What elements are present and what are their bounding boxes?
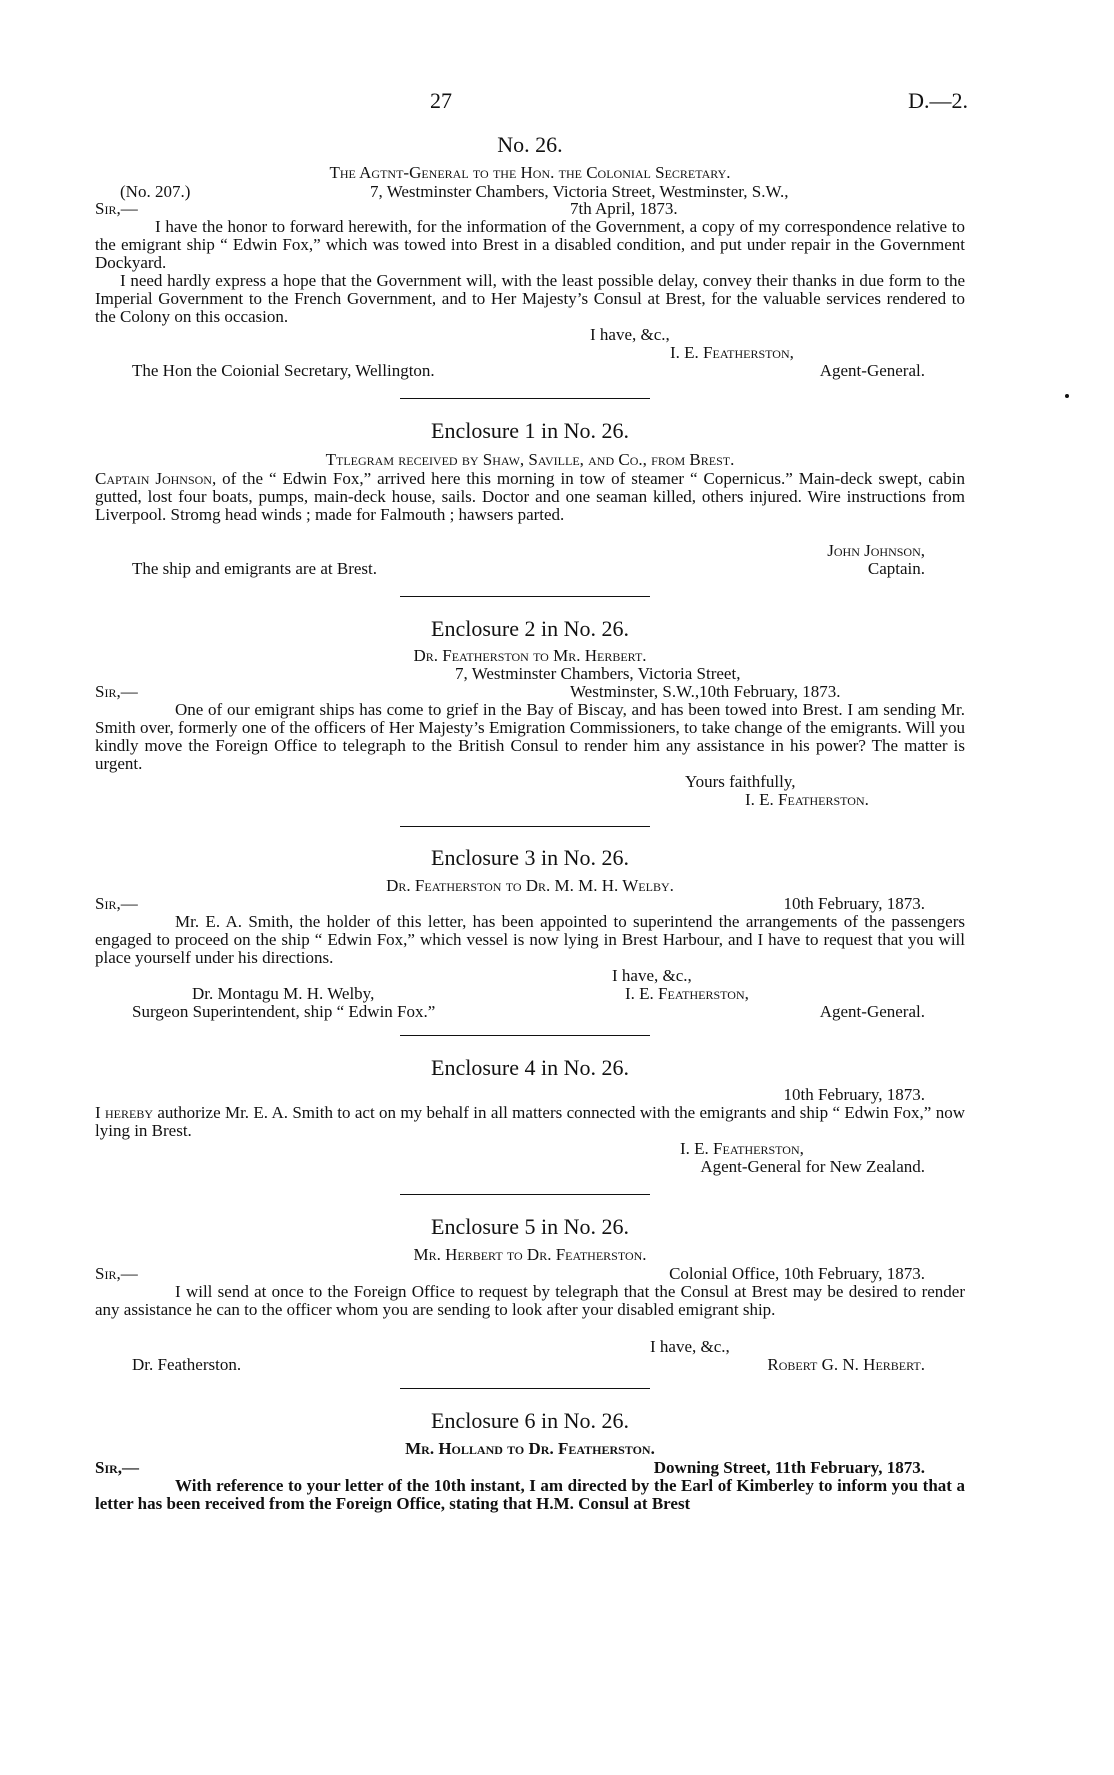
series-reference: D.—2. [908,88,968,113]
signature: I. E. Featherston. [745,790,869,809]
signature: John Johnson, [827,541,925,560]
routing-line: The Agtnt-General to the Hon. the Colonial Secretary. [329,163,731,182]
telegram-text [95,470,965,524]
page-number: 27 [430,88,452,113]
enclosure-title: Enclosure 6 in No. 26. [431,1408,629,1433]
letter-paragraph: Mr. E. A. Smith, the holder of this letter, has been appointed to superintend the arrangements of the passengers engaged to proceed on the ship “ Edwin Fox,” which vessel is now lying in Brest Harbour, and I have to request that you will place yourself under his directions. [95,912,965,967]
addressee: The Hon the Coionial Secretary, Wellington. [132,361,435,380]
salutation: Sir,— [95,199,138,218]
authorization-body: authorize Mr. E. A. Smith to act on my behalf in all matters connected with the emigrants and ship “ Edwin Fox,” now lying in Brest. [95,1103,965,1140]
enclosure-title: Enclosure 3 in No. 26. [431,845,629,870]
closing: I have, &c., [650,1337,730,1356]
routing-line: Ttlegram received by Shaw, Saville, and Co., from Brest. [325,450,735,469]
margin-mark [1065,394,1069,398]
letter-date: Colonial Office, 10th February, 1873. [669,1264,925,1283]
addressee: Surgeon Superintendent, ship “ Edwin Fox.” [132,1002,436,1021]
enclosure-title: Enclosure 5 in No. 26. [431,1214,629,1239]
signature: I. E. Featherston, [670,343,794,362]
sender-address: 7, Westminster Chambers, Victoria Street, [455,664,741,683]
note: The ship and emigrants are at Brest. [132,559,378,578]
authorization-lead: I hereby [95,1103,154,1122]
signature: I. E. Featherston, [680,1139,804,1158]
section-divider [400,1388,650,1389]
section-title: No. 26. [497,132,563,157]
routing-line: Dr. Featherston to Mr. Herbert. [413,646,647,665]
routing-line: Dr. Featherston to Dr. M. M. H. Welby. [386,876,674,895]
letter-paragraph: With reference to your letter of the 10th instant, I am directed by the Earl of Kimberley to inform you that a letter has been received from the Foreign Office, stating that H.M. Consul at Brest [95,1476,965,1513]
section-divider [400,826,650,827]
authorization-text [95,1104,965,1140]
letter-paragraph: I will send at once to the Foreign Office to request by telegraph that the Consul at Brest may be desired to render any assistance he can to the officer whom you are sending to look after your disabled emigrant ship. [95,1282,965,1319]
section-divider [400,596,650,597]
enclosure-title: Enclosure 4 in No. 26. [431,1055,629,1080]
letter-paragraph: One of our emigrant ships has come to grief in the Bay of Biscay, and has been towed into Brest. I am sending Mr. Smith over, formerly one of the officers of Her Majesty’s Emigration Commissioners, to take change of the emigrants. Will you kindly move the Foreign Office to telegraph to the British Consul to render him any assistance in his power? The matter is urgent. [95,700,965,773]
section-divider [400,398,650,399]
section-divider [400,1194,650,1195]
salutation: Sir,— [95,894,138,913]
salutation: Sir,— [95,1458,140,1477]
signer-title: Captain. [867,559,925,578]
letter-paragraph: I need hardly express a hope that the Government will, with the least possible delay, convey their thanks in due form to the Imperial Government to the French Government, and to Her Majesty’s Consul at Brest, for the valuable services rendered to the Colony on this occasion. [95,271,965,326]
closing: I have, &c., [590,325,670,344]
addressee: Dr. Featherston. [132,1355,242,1374]
letter-date: Downing Street, 11th February, 1873. [653,1458,925,1477]
closing: I have, &c., [612,966,692,985]
addressee: Dr. Montagu M. H. Welby, [192,984,375,1003]
letter-date: 7th April, 1873. [570,199,678,218]
signature: Robert G. N. Herbert. [767,1355,925,1374]
sender-address: 7, Westminster Chambers, Victoria Street, Westminster, S.W., [370,182,789,201]
routing-line: Mr. Herbert to Dr. Featherston. [413,1245,647,1264]
closing: Yours faithfully, [685,772,796,791]
enclosure-title: Enclosure 1 in No. 26. [431,418,629,443]
salutation: Sir,— [95,682,138,701]
section-divider [400,1035,650,1036]
routing-line: Mr. Holland to Dr. Featherston. [405,1439,655,1458]
despatch-number: (No. 207.) [120,182,191,201]
telegram-body: , of the “ Edwin Fox,” arrived here this morning in tow of steamer “ Copernicus.” Main-deck swept, cabin gutted, lost four boats, pumps, main-deck house, sails. Doctor and one seaman killed, others injured. Wire instructions from Liverpool. Stromg head winds ; made for Falmouth ; hawsers parted. [95,469,966,524]
signer-title: Agent-General for New Zealand. [700,1157,925,1176]
signer-title: Agent-General. [819,361,925,380]
signer-title: Agent-General. [819,1002,925,1021]
telegram-lead: Captain Johnson [95,469,212,488]
signature: I. E. Featherston, [625,984,749,1003]
letter-date: 10th February, 1873. [783,1085,925,1104]
letter-date: Westminster, S.W.,10th February, 1873. [570,682,841,701]
letter-paragraph: I have the honor to forward herewith, for the information of the Government, a copy of my correspondence relative to the emigrant ship “ Edwin Fox,” which was towed into Brest in a disabled condition, and put under repair in the Government Dockyard. [95,217,965,272]
enclosure-title: Enclosure 2 in No. 26. [431,616,629,641]
letter-date: 10th February, 1873. [783,894,925,913]
salutation: Sir,— [95,1264,138,1283]
